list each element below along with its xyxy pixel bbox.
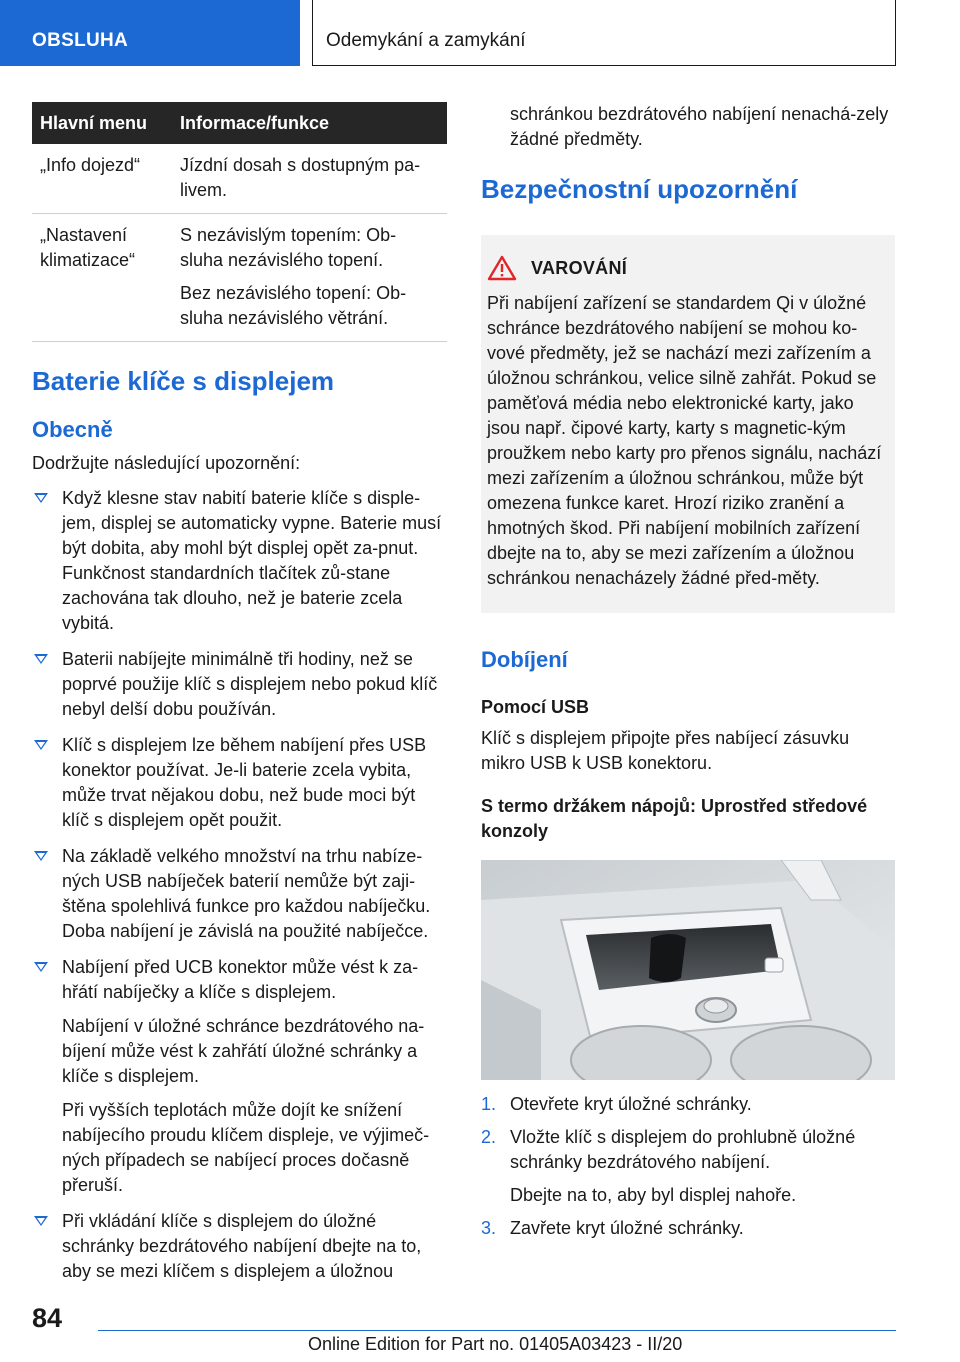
list-item bbox=[32, 1209, 447, 1284]
list-item-text: Nabíjení před UCB konektor může vést k za-hřátí nabíječky a klíče s displejem. bbox=[62, 957, 419, 1002]
table-header-row bbox=[32, 102, 447, 144]
table-cell-menu: „Nastavení klimatizace“ bbox=[32, 214, 172, 342]
step-text: Dbejte na to, aby byl displej nahoře. bbox=[510, 1185, 797, 1205]
list-item-text: Klíč s displejem lze během nabíjení přes USB konektor používat. Je-li baterie zcela vybita, může trvat nějakou dobu, než bude moci být klíč s displejem opět použit. bbox=[62, 735, 427, 830]
step-text: Otevřete kryt úložné schránky. bbox=[510, 1094, 752, 1114]
warning-text: Při nabíjení zařízení se standardem Qi v úložné schránce bezdrátového nabíjení se mohou ko-vové předměty, jež se nachází mezi zařízením a úložnou schránkou, velice silně zahřát. Pokud se paměťová média nebo elektronické karty, jako jsou např. čipové karty, karty s magnetic-kým proužkem nebo karty pro přenos signálu, nachází mezi zařízením a úložnou schránkou, může být omezena funkce karet. Hrozí riziko zranění a hmotných škod. Při nabíjení mobilních zařízení dbejte na to, aby se mezi zařízením a úložnou schránkou nenacházely žádné před-měty. bbox=[487, 293, 882, 588]
warning-box bbox=[481, 235, 895, 613]
usb-text: Klíč s displejem připojte přes nabíjecí zásuvku mikro USB k USB konektoru. bbox=[481, 728, 850, 773]
table-cell-menu: „Info dojezd“ bbox=[32, 144, 172, 214]
step-item bbox=[481, 1216, 895, 1241]
list-item-text: Když klesne stav nabití baterie klíče s disple-jem, displej se automaticky vypne. Baterie musí být dobita, aby mohl být displej opět za-pnut. Funkčnost standardních tlačítek zů-stane zachována tak dlouho, než je baterie zcela vybitá. bbox=[62, 488, 442, 633]
left-column bbox=[32, 102, 447, 1295]
console-photo-illustration bbox=[481, 860, 895, 1080]
table-cell-text: Jízdní dosah s dostupným pa-livem. bbox=[180, 155, 421, 200]
right-column bbox=[481, 102, 895, 1249]
page-number: 84 bbox=[32, 1303, 63, 1333]
steps-list bbox=[481, 1092, 895, 1241]
table-cell-info bbox=[172, 214, 447, 342]
warning-header bbox=[487, 255, 887, 281]
table-header-menu: Hlavní menu bbox=[32, 102, 172, 144]
table-cell-text: S nezávislým topením: Ob-sluha nezávislého topení. bbox=[180, 225, 397, 270]
footer-edition: Online Edition for Part no. 01405A03423 - II/20 bbox=[308, 1334, 683, 1354]
triangle-bullet-icon bbox=[34, 851, 48, 861]
page-title: Odemykání a zamykání bbox=[326, 30, 526, 51]
step-number: 2. bbox=[481, 1127, 497, 1147]
warning-triangle-icon bbox=[487, 255, 517, 281]
section-heading-key-battery: Baterie klíče s displejem bbox=[32, 366, 335, 396]
list-item-text: Při vkládání klíče s displejem do úložné schránky bezdrátového nabíjení dbejte na to, aby se mezi klíčem s displejem a úložnou bbox=[62, 1211, 422, 1281]
triangle-bullet-icon bbox=[34, 1216, 48, 1226]
step-number: 1. bbox=[481, 1094, 497, 1114]
step-text: Zavřete kryt úložné schránky. bbox=[510, 1218, 744, 1238]
table-cell-info bbox=[172, 144, 447, 214]
triangle-bullet-icon bbox=[34, 962, 48, 972]
list-item-text: Nabíjení v úložné schránce bezdrátového na-bíjení může vést k zahřátí úložné schránky a klíče s displejem. bbox=[62, 1016, 425, 1086]
list-item-text: Baterii nabíjejte minimálně tři hodiny, než se poprvé použije klíč s displejem nebo pokud klíč nebyl delší dobu používán. bbox=[62, 649, 438, 719]
list-item-text: Při vyšších teplotách může dojít ke snížení nabíjecího proudu klíčem displeje, ve výjimeč-ných případech se nabíjecí proces dočasně přeruší. bbox=[62, 1100, 430, 1195]
subheading-general: Obecně bbox=[32, 417, 113, 442]
step-item bbox=[481, 1092, 895, 1117]
list-item bbox=[32, 733, 447, 833]
step-item bbox=[481, 1125, 895, 1208]
section-heading-safety: Bezpečnostní upozornění bbox=[481, 174, 798, 204]
warning-title: VAROVÁNÍ bbox=[531, 257, 628, 278]
step-text: Vložte klíč s displejem do prohlubně úložné schránky bezdrátového nabíjení. bbox=[510, 1127, 856, 1172]
intro-text: Dodržujte následující upozornění: bbox=[32, 453, 301, 473]
triangle-bullet-icon bbox=[34, 740, 48, 750]
usb-heading: Pomocí USB bbox=[481, 697, 590, 717]
table-header-info: Informace/funkce bbox=[172, 102, 447, 144]
list-item bbox=[32, 955, 447, 1198]
subheading-charging: Dobíjení bbox=[481, 647, 568, 672]
triangle-bullet-icon bbox=[34, 493, 48, 503]
step-number: 3. bbox=[481, 1218, 497, 1238]
table-row bbox=[32, 214, 447, 342]
notice-list bbox=[32, 486, 447, 1284]
section-label: OBSLUHA bbox=[32, 30, 129, 51]
menu-table bbox=[32, 102, 447, 342]
list-item-text: Na základě velkého množství na trhu nabíze-ných USB nabíječek baterií nemůže být zaji-štěna spolehlivá funkce pro každou nabíječku. Doba nabíjení je závislá na použité nabíječce. bbox=[62, 846, 431, 941]
footer-divider bbox=[98, 1330, 896, 1331]
continued-text: schránkou bezdrátového nabíjení nenachá-zely žádné předměty. bbox=[510, 104, 889, 149]
list-item bbox=[32, 844, 447, 944]
table-row bbox=[32, 144, 447, 214]
list-item bbox=[32, 647, 447, 722]
triangle-bullet-icon bbox=[34, 654, 48, 664]
cup-holder-heading: S termo držákem nápojů: Uprostřed středové konzoly bbox=[481, 796, 868, 841]
list-item bbox=[32, 486, 447, 636]
console-photo bbox=[481, 860, 895, 1080]
table-cell-text: Bez nezávislého topení: Ob-sluha nezávislého větrání. bbox=[180, 283, 407, 328]
